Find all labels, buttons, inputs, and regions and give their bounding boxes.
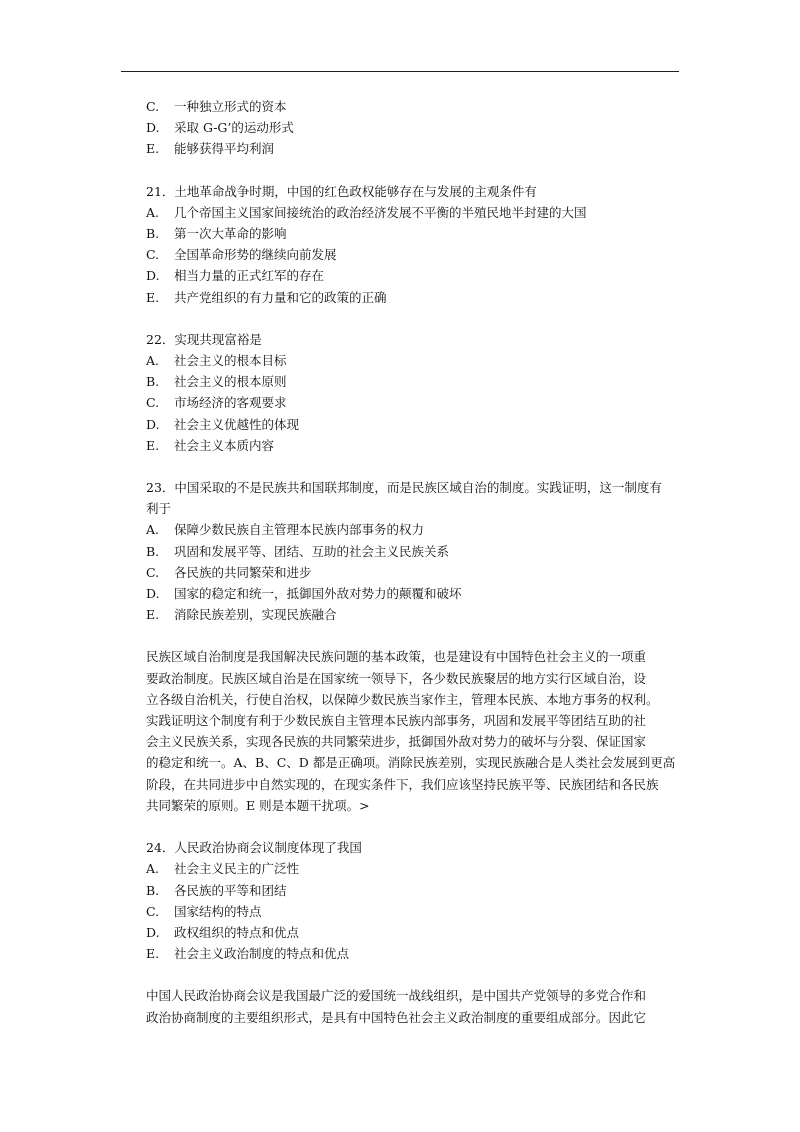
question-stem: 22．实现共现富裕是 [146,331,262,347]
option-e: E. 能够获得平均利润 [146,141,275,157]
header-rule [121,71,679,72]
option-c: C. 国家结构的特点 [146,903,262,919]
option-b: B. 社会主义的根本原则 [146,374,287,390]
option-e: E. 共产党组织的有力量和它的政策的正确 [146,289,387,305]
option-d: D. 政权组织的特点和优点 [146,924,300,940]
explanation-line: 立各级自治机关，行使自治权，以保障少数民族当家作主，管理本民族、本地方事务的权利。 [146,691,659,707]
option-e: E. 消除民族差别，实现民族融合 [146,607,337,623]
option-a: A. 保障少数民族自主管理本民族内部事务的权力 [146,522,425,538]
option-d: D. 国家的稳定和统一，抵御国外敌对势力的颠覆和破坏 [146,586,462,602]
option-b: B. 巩固和发展平等、团结、互助的社会主义民族关系 [146,543,450,559]
option-c: C. 各民族的共同繁荣和进步 [146,564,312,580]
prev-question-options [146,96,686,160]
document-body [146,96,686,1028]
option-b: B. 各民族的平等和团结 [146,882,287,898]
option-a: A. 几个帝国主义国家间接统治的政治经济发展不平衡的半殖民地半封建的大国 [146,204,587,220]
option-d: D. 采取 G-G’的运动形式 [146,120,294,136]
option-c: C. 一种独立形式的资本 [146,99,287,114]
option-b: B. 第一次大革命的影响 [146,226,287,242]
explanation-line: 阶段，在共同进步中自然实现的，在现实条件下，我们应该坚持民族平等、民族团结和各民族 [146,776,659,792]
question-24 [146,837,686,964]
option-e: E. 社会主义本质内容 [146,437,275,453]
explanation-24 [146,985,686,1027]
option-c: C. 全国革命形势的继续向前发展 [146,247,337,263]
explanation-23 [146,646,686,816]
question-stem: 24．人民政治协商会议制度体现了我国 [146,840,362,856]
question-stem: 21．土地革命战争时期，中国的红色政权能够存在与发展的主观条件有 [146,183,537,199]
option-d: D. 相当力量的正式红军的存在 [146,268,325,284]
explanation-line: 要政治制度。民族区域自治是在国家统一领导下，各少数民族聚居的地方实行区域自治，设 [146,670,647,686]
option-d: D. 社会主义优越性的体现 [146,416,300,432]
explanation-line: 的稳定和统一。A、B、C、D 都是正确项。消除民族差别，实现民族融合是人类社会发展到更高 [146,755,676,771]
option-a: A. 社会主义民主的广泛性 [146,861,300,877]
question-stem-line-2: 利于 [146,501,172,517]
explanation-line: 民族区域自治制度是我国解决民族问题的基本政策，也是建设有中国特色社会主义的一项重 [146,649,647,665]
option-e: E. 社会主义政治制度的特点和优点 [146,946,350,962]
question-21 [146,181,686,308]
explanation-line: 会主义民族关系，实现各民族的共同繁荣进步，抵御国外敌对势力的破坏与分裂、保证国家 [146,734,647,750]
explanation-line: 共同繁荣的原则。E 则是本题干扰项。> [146,797,370,813]
question-23 [146,477,686,625]
explanation-line: 中国人民政治协商会议是我国最广泛的爱国统一战线组织，是中国共产党领导的多党合作和 [146,988,647,1004]
question-stem-line-1: 23．中国采取的不是民族共和国联邦制度，而是民族区域自治的制度。实践证明，这一制度有 [146,480,662,496]
explanation-line: 实践证明这个制度有利于少数民族自主管理本民族内部事务，巩固和发展平等团结互助的社 [146,713,647,729]
question-22 [146,329,686,456]
option-c: C. 市场经济的客观要求 [146,395,287,411]
option-a: A. 社会主义的根本目标 [146,353,287,369]
explanation-line: 政治协商制度的主要组织形式，是具有中国特色社会主义政治制度的重要组成部分。因此它 [146,1009,647,1025]
